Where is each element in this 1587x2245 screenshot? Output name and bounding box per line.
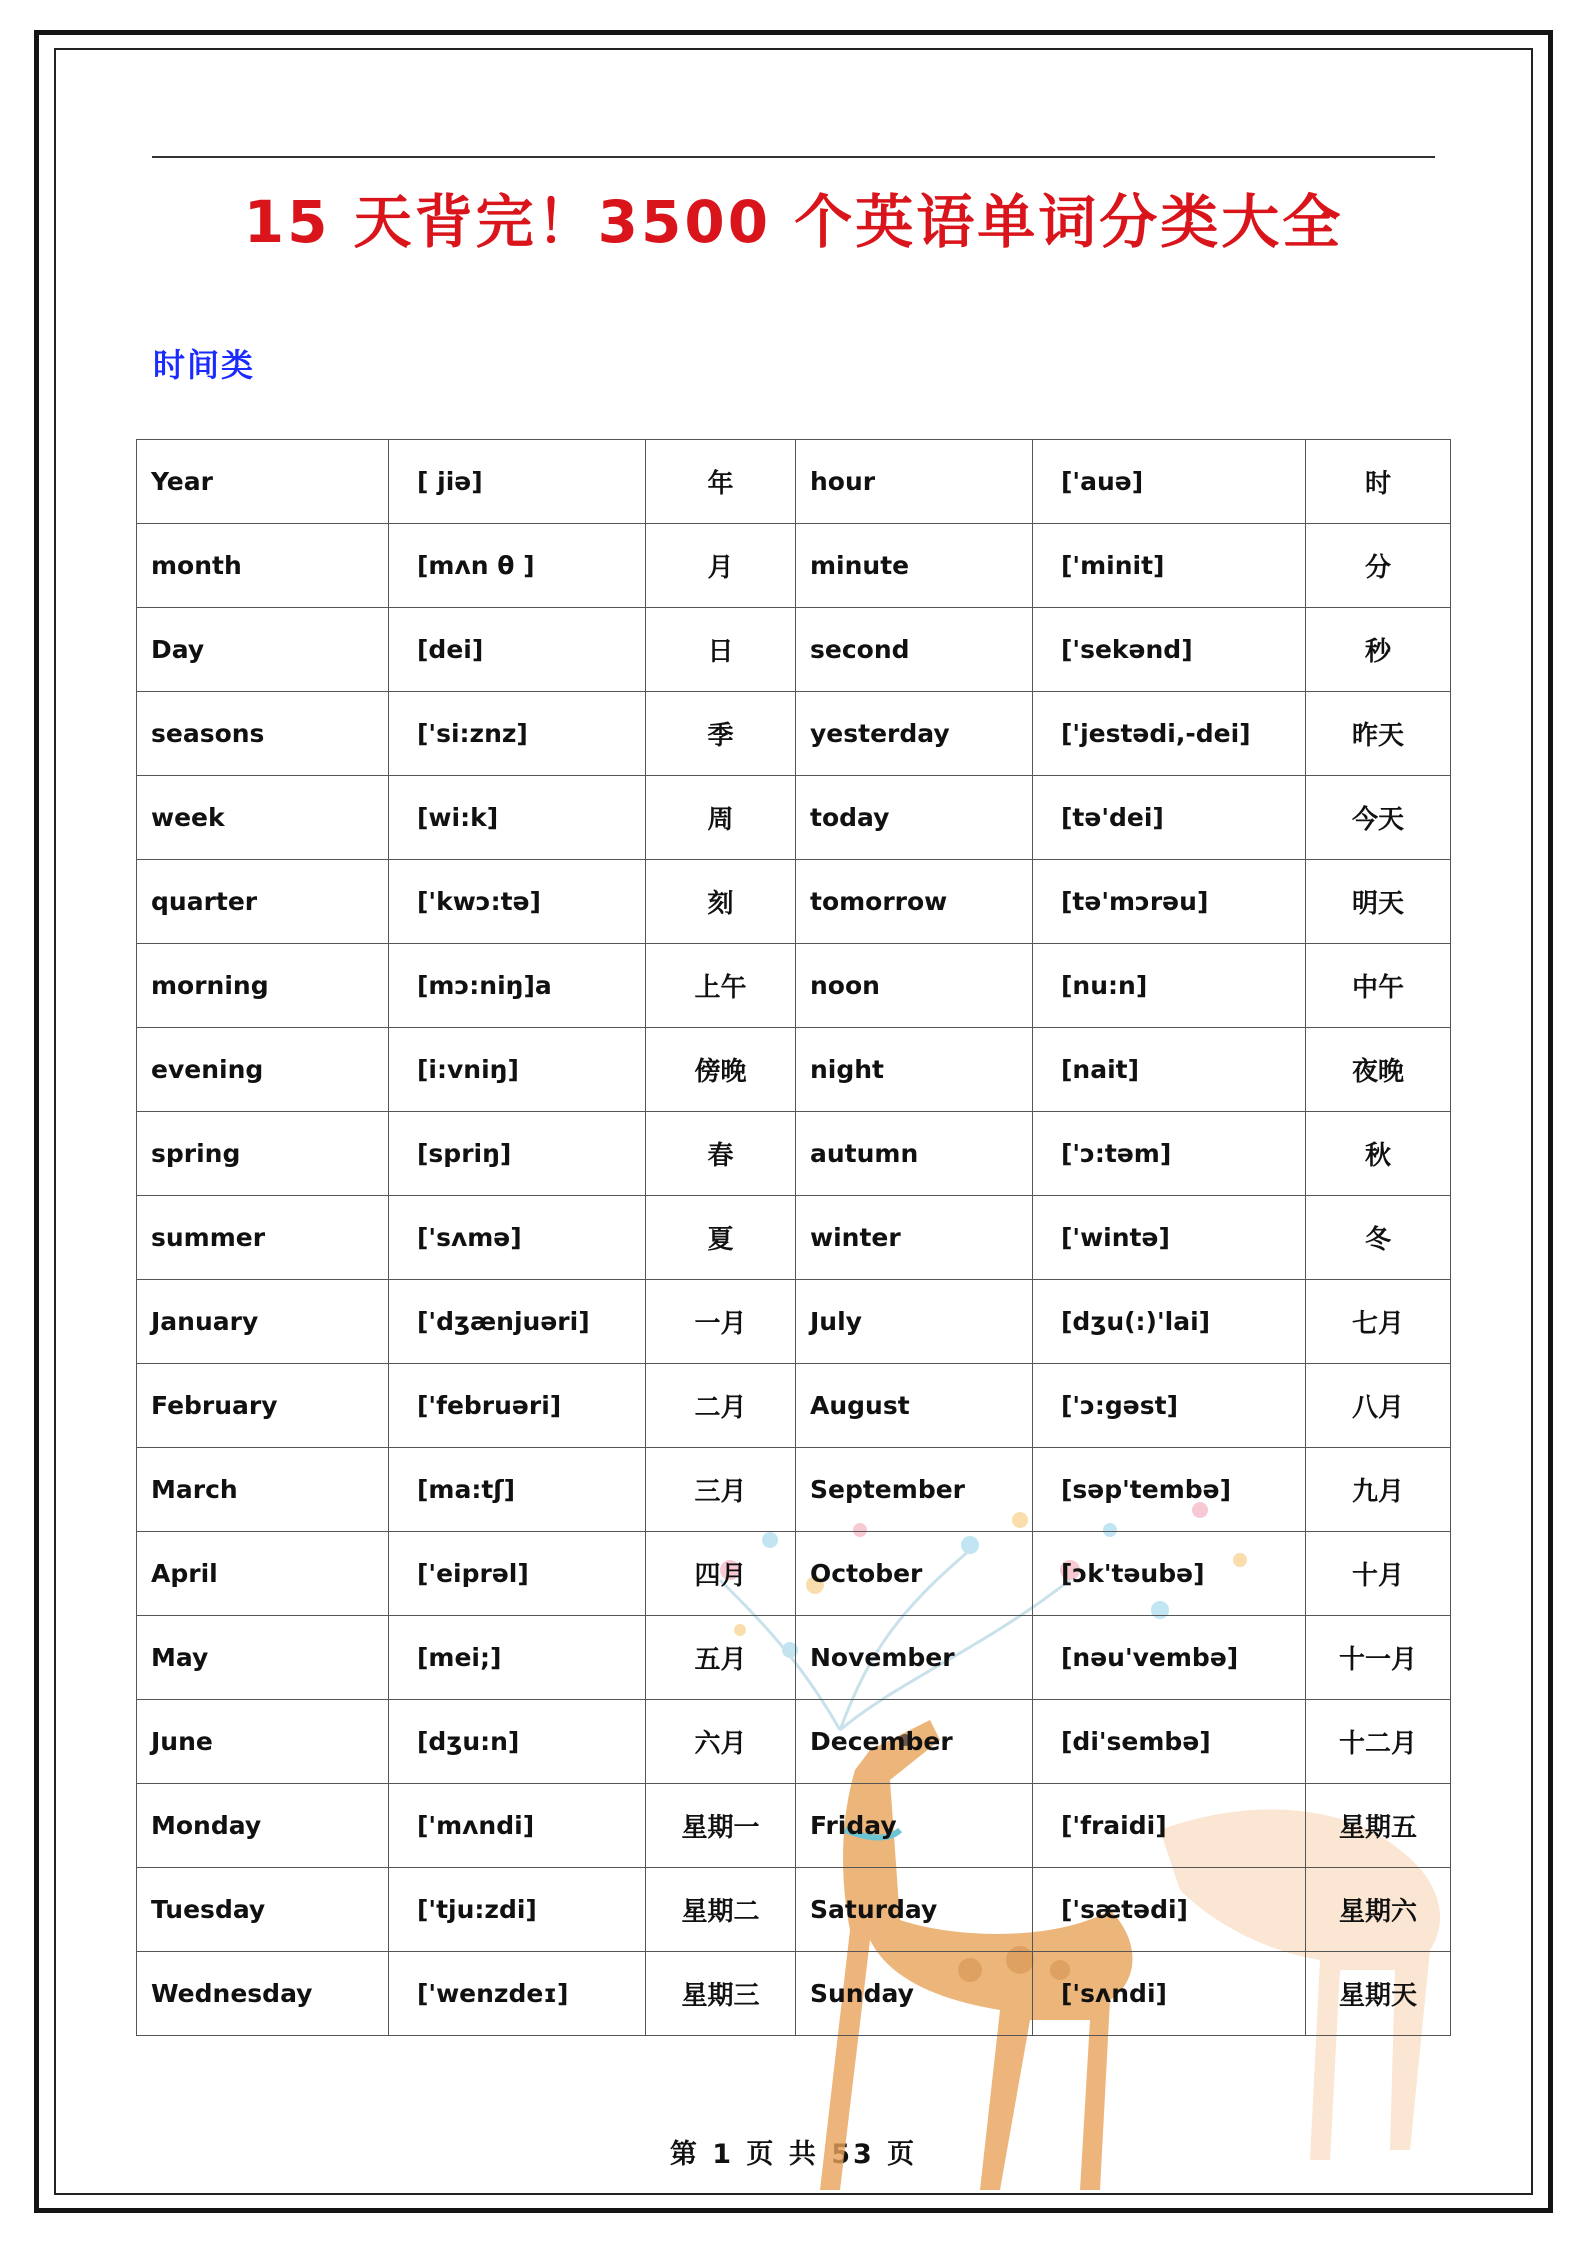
english-word-right: autumn — [796, 1112, 1033, 1196]
table-row — [137, 1280, 1451, 1364]
english-word-right: July — [796, 1280, 1033, 1364]
english-word-right: noon — [796, 944, 1033, 1028]
phonetic-right: ['jestədi,-dei] — [1033, 692, 1306, 776]
phonetic-right: [dʒu(:)'lai] — [1033, 1280, 1306, 1364]
english-word-right: Friday — [796, 1784, 1033, 1868]
table-row — [137, 1700, 1451, 1784]
phonetic-left: [mʌn θ ] — [389, 524, 646, 608]
phonetic-right: ['ɔ:təm] — [1033, 1112, 1306, 1196]
english-word-left: January — [137, 1280, 389, 1364]
page-footer: 第 1 页 共 53 页 — [669, 2139, 918, 2170]
english-word-right: yesterday — [796, 692, 1033, 776]
english-word-left: evening — [137, 1028, 389, 1112]
table-row — [137, 1784, 1451, 1868]
chinese-meaning-left: 一月 — [646, 1280, 796, 1364]
table-row — [137, 944, 1451, 1028]
chinese-meaning-left: 傍晚 — [646, 1028, 796, 1112]
header-rule — [152, 156, 1435, 158]
english-word-left: month — [137, 524, 389, 608]
english-word-right: tomorrow — [796, 860, 1033, 944]
phonetic-left: ['si:znz] — [389, 692, 646, 776]
english-word-left: Wednesday — [137, 1952, 389, 2036]
phonetic-left: ['kwɔ:tə] — [389, 860, 646, 944]
table-row — [137, 1616, 1451, 1700]
phonetic-left: ['tju:zdi] — [389, 1868, 646, 1952]
english-word-right: minute — [796, 524, 1033, 608]
english-word-right: August — [796, 1364, 1033, 1448]
english-word-left: March — [137, 1448, 389, 1532]
chinese-meaning-right: 九月 — [1306, 1448, 1451, 1532]
english-word-left: Day — [137, 608, 389, 692]
phonetic-right: [nu:n] — [1033, 944, 1306, 1028]
english-word-left: summer — [137, 1196, 389, 1280]
chinese-meaning-right: 冬 — [1306, 1196, 1451, 1280]
english-word-left: May — [137, 1616, 389, 1700]
phonetic-right: ['wintə] — [1033, 1196, 1306, 1280]
phonetic-right: [di'sembə] — [1033, 1700, 1306, 1784]
chinese-meaning-left: 星期二 — [646, 1868, 796, 1952]
table-row — [137, 440, 1451, 524]
phonetic-right: ['ɔ:gəst] — [1033, 1364, 1306, 1448]
chinese-meaning-right: 星期六 — [1306, 1868, 1451, 1952]
phonetic-right: ['sætədi] — [1033, 1868, 1306, 1952]
phonetic-right: ['auə] — [1033, 440, 1306, 524]
chinese-meaning-right: 分 — [1306, 524, 1451, 608]
table-row — [137, 1448, 1451, 1532]
phonetic-left: [ma:tʃ] — [389, 1448, 646, 1532]
phonetic-right: ['sekənd] — [1033, 608, 1306, 692]
phonetic-right: [səp'tembə] — [1033, 1448, 1306, 1532]
english-word-right: Saturday — [796, 1868, 1033, 1952]
english-word-right: winter — [796, 1196, 1033, 1280]
chinese-meaning-right: 十月 — [1306, 1532, 1451, 1616]
phonetic-left: [ jiə] — [389, 440, 646, 524]
phonetic-left: [dʒu:n] — [389, 1700, 646, 1784]
phonetic-right: ['fraidi] — [1033, 1784, 1306, 1868]
phonetic-right: ['sʌndi] — [1033, 1952, 1306, 2036]
english-word-left: April — [137, 1532, 389, 1616]
chinese-meaning-left: 六月 — [646, 1700, 796, 1784]
chinese-meaning-left: 五月 — [646, 1616, 796, 1700]
chinese-meaning-right: 昨天 — [1306, 692, 1451, 776]
chinese-meaning-left: 月 — [646, 524, 796, 608]
english-word-left: spring — [137, 1112, 389, 1196]
chinese-meaning-right: 时 — [1306, 440, 1451, 524]
phonetic-right: [ɔk'təubə] — [1033, 1532, 1306, 1616]
table-row — [137, 776, 1451, 860]
phonetic-left: [dei] — [389, 608, 646, 692]
chinese-meaning-left: 二月 — [646, 1364, 796, 1448]
vocabulary-table — [136, 439, 1451, 2036]
chinese-meaning-right: 明天 — [1306, 860, 1451, 944]
chinese-meaning-right: 星期五 — [1306, 1784, 1451, 1868]
table-row — [137, 1364, 1451, 1448]
table-row — [137, 1196, 1451, 1280]
phonetic-left: ['wenzdeɪ] — [389, 1952, 646, 2036]
chinese-meaning-left: 年 — [646, 440, 796, 524]
english-word-left: June — [137, 1700, 389, 1784]
chinese-meaning-left: 春 — [646, 1112, 796, 1196]
chinese-meaning-left: 三月 — [646, 1448, 796, 1532]
phonetic-left: ['mʌndi] — [389, 1784, 646, 1868]
english-word-left: seasons — [137, 692, 389, 776]
table-row — [137, 608, 1451, 692]
table-row — [137, 1112, 1451, 1196]
phonetic-left: [spriŋ] — [389, 1112, 646, 1196]
phonetic-right: [tə'dei] — [1033, 776, 1306, 860]
english-word-right: December — [796, 1700, 1033, 1784]
english-word-left: Monday — [137, 1784, 389, 1868]
table-row — [137, 524, 1451, 608]
phonetic-left: [mɔ:niŋ]a — [389, 944, 646, 1028]
table-row — [137, 1952, 1451, 2036]
english-word-right: hour — [796, 440, 1033, 524]
chinese-meaning-right: 今天 — [1306, 776, 1451, 860]
phonetic-left: ['eiprəl] — [389, 1532, 646, 1616]
chinese-meaning-right: 十二月 — [1306, 1700, 1451, 1784]
chinese-meaning-left: 上午 — [646, 944, 796, 1028]
chinese-meaning-left: 四月 — [646, 1532, 796, 1616]
table-row — [137, 860, 1451, 944]
english-word-right: November — [796, 1616, 1033, 1700]
phonetic-left: ['februəri] — [389, 1364, 646, 1448]
chinese-meaning-left: 季 — [646, 692, 796, 776]
phonetic-left: ['sʌmə] — [389, 1196, 646, 1280]
english-word-right: September — [796, 1448, 1033, 1532]
chinese-meaning-left: 星期三 — [646, 1952, 796, 2036]
chinese-meaning-right: 八月 — [1306, 1364, 1451, 1448]
english-word-left: morning — [137, 944, 389, 1028]
english-word-left: February — [137, 1364, 389, 1448]
chinese-meaning-left: 日 — [646, 608, 796, 692]
english-word-left: quarter — [137, 860, 389, 944]
phonetic-left: ['dʒænjuəri] — [389, 1280, 646, 1364]
english-word-left: Tuesday — [137, 1868, 389, 1952]
section-heading: 时间类 — [153, 346, 256, 384]
phonetic-right: [nəu'vembə] — [1033, 1616, 1306, 1700]
table-row — [137, 1868, 1451, 1952]
english-word-right: October — [796, 1532, 1033, 1616]
chinese-meaning-right: 星期天 — [1306, 1952, 1451, 2036]
english-word-right: night — [796, 1028, 1033, 1112]
phonetic-right: ['minit] — [1033, 524, 1306, 608]
document-title: 15 天背完！3500 个英语单词分类大全 — [243, 188, 1344, 256]
chinese-meaning-left: 刻 — [646, 860, 796, 944]
english-word-left: week — [137, 776, 389, 860]
phonetic-left: [i:vniŋ] — [389, 1028, 646, 1112]
phonetic-right: [nait] — [1033, 1028, 1306, 1112]
chinese-meaning-left: 夏 — [646, 1196, 796, 1280]
table-row — [137, 692, 1451, 776]
english-word-right: Sunday — [796, 1952, 1033, 2036]
english-word-left: Year — [137, 440, 389, 524]
phonetic-right: [tə'mɔrəu] — [1033, 860, 1306, 944]
english-word-right: today — [796, 776, 1033, 860]
chinese-meaning-left: 周 — [646, 776, 796, 860]
table-row — [137, 1532, 1451, 1616]
phonetic-left: [mei;] — [389, 1616, 646, 1700]
chinese-meaning-right: 七月 — [1306, 1280, 1451, 1364]
table-row — [137, 1028, 1451, 1112]
phonetic-left: [wi:k] — [389, 776, 646, 860]
chinese-meaning-right: 秒 — [1306, 608, 1451, 692]
chinese-meaning-right: 秋 — [1306, 1112, 1451, 1196]
english-word-right: second — [796, 608, 1033, 692]
chinese-meaning-right: 夜晚 — [1306, 1028, 1451, 1112]
chinese-meaning-right: 十一月 — [1306, 1616, 1451, 1700]
chinese-meaning-left: 星期一 — [646, 1784, 796, 1868]
chinese-meaning-right: 中午 — [1306, 944, 1451, 1028]
